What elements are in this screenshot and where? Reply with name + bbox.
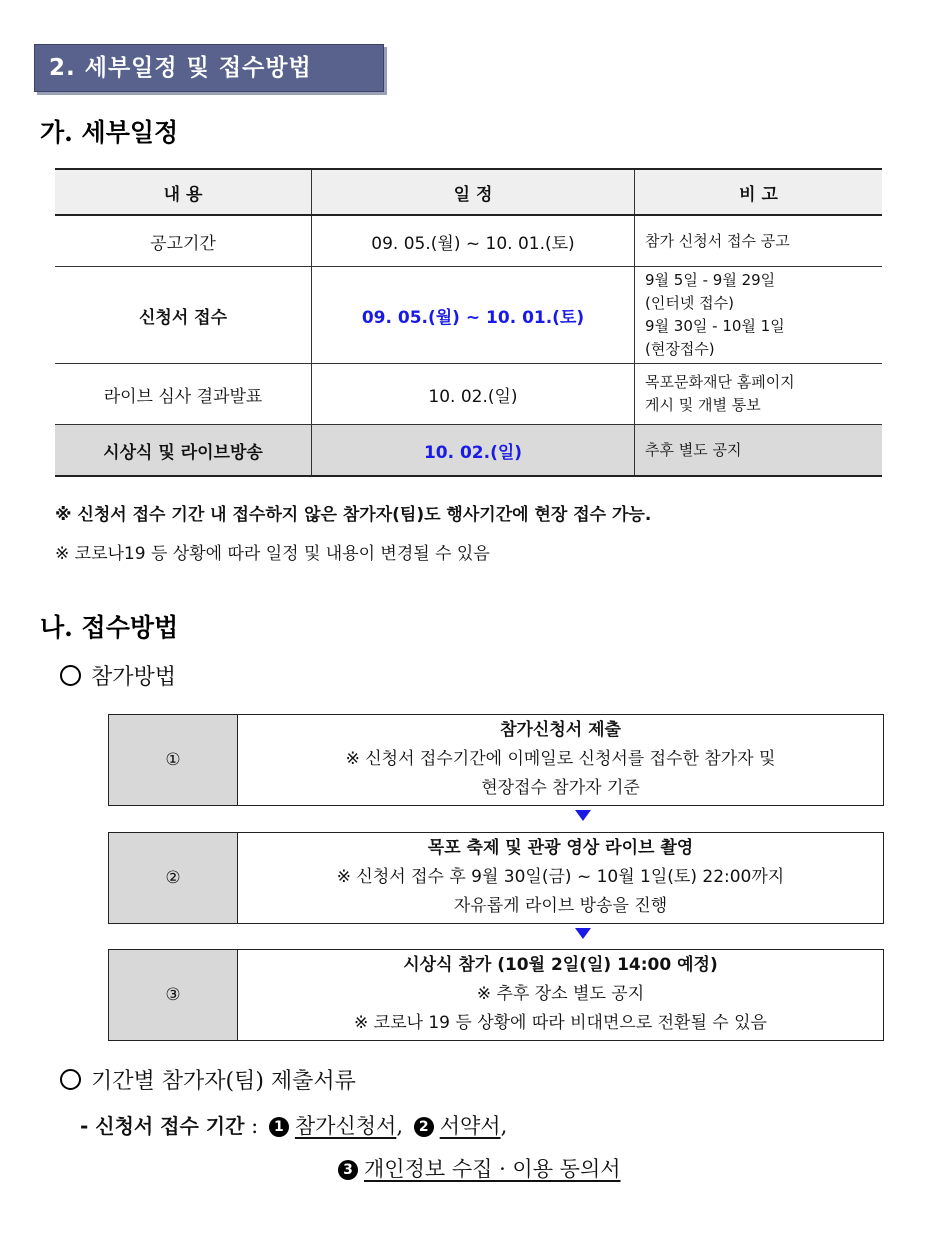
step-line: ※ 신청서 접수 후 9월 30일(금) ~ 10월 1일(토) 22:00까지 — [336, 867, 785, 887]
step-body — [238, 833, 883, 923]
label-separator: : — [251, 1114, 259, 1138]
note-cell — [635, 364, 883, 425]
participation-method-label: 참가방법 — [91, 665, 177, 690]
table-row — [55, 267, 882, 364]
date-cell: 09. 05.(월) ~ 10. 01.(토) — [312, 215, 635, 267]
column-header: 비 고 — [635, 169, 883, 215]
documents-item — [60, 1064, 356, 1095]
schedule-table — [55, 168, 882, 477]
date-cell: 10. 02.(일) — [312, 425, 635, 477]
item-cell: 라이브 심사 결과발표 — [55, 364, 312, 425]
table-header-row — [55, 169, 882, 215]
table-row — [55, 364, 882, 425]
item-cell: 신청서 접수 — [55, 267, 312, 364]
note-onsite: ※ 신청서 접수 기간 내 접수하지 않은 참가자(팀)도 행사기간에 현장 접수 가능. — [55, 505, 652, 525]
note-line: 9월 30일 - 10월 1일 — [645, 317, 785, 335]
down-arrow-icon — [575, 810, 591, 821]
documents-period-label: - 신청서 접수 기간 — [80, 1114, 245, 1138]
note-line: 추후 별도 공지 — [645, 440, 742, 459]
section-header-title: 2. 세부일정 및 접수방법 — [49, 55, 312, 81]
note-line: 참가 신청서 접수 공고 — [645, 231, 790, 250]
comma: , — [500, 1114, 508, 1138]
date-cell: 09. 05.(월) ~ 10. 01.(토) — [312, 267, 635, 364]
document-name: 참가신청서 — [294, 1114, 397, 1138]
hollow-circle-icon — [60, 665, 81, 686]
schedule-heading: 가. 세부일정 — [40, 118, 179, 147]
number-badge: 3 — [338, 1160, 358, 1180]
step-line: ※ 추후 장소 별도 공지 — [476, 984, 645, 1004]
column-header: 내 용 — [55, 169, 312, 215]
step-line: 자유롭게 라이브 방송을 진행 — [453, 896, 668, 916]
note-cell — [635, 215, 883, 267]
table-row — [55, 425, 882, 477]
flow-step — [108, 714, 884, 806]
step-line: ※ 코로나 19 등 상황에 따라 비대면으로 전환될 수 있음 — [354, 1013, 767, 1033]
method-heading: 나. 접수방법 — [40, 613, 179, 642]
step-body — [238, 950, 883, 1040]
number-badge: 1 — [269, 1117, 289, 1137]
step-title: 참가신청서 제출 — [500, 720, 621, 740]
table-row — [55, 215, 882, 267]
note-covid: ※ 코로나19 등 상황에 따라 일정 및 내용이 변경될 수 있음 — [55, 544, 490, 564]
note-line: 목포문화재단 홈페이지 — [645, 373, 795, 391]
column-header: 일 정 — [312, 169, 635, 215]
document-name: 개인정보 수집 · 이용 동의서 — [364, 1157, 621, 1181]
hollow-circle-icon — [60, 1069, 81, 1090]
note-line: 게시 및 개별 통보 — [645, 396, 761, 414]
step-number: ② — [109, 833, 238, 923]
step-line: ※ 신청서 접수기간에 이메일로 신청서를 접수한 참가자 및 — [345, 749, 776, 769]
documents-line-2 — [334, 1153, 621, 1183]
comma: , — [396, 1114, 404, 1138]
note-cell — [635, 267, 883, 364]
flow-step — [108, 949, 884, 1041]
documents-label: 기간별 참가자(팀) 제출서류 — [91, 1069, 356, 1094]
note-cell — [635, 425, 883, 477]
section-header — [34, 44, 384, 92]
document-name: 서약서 — [439, 1114, 501, 1138]
step-line: 현장접수 참가자 기준 — [481, 778, 640, 798]
step-number: ① — [109, 715, 238, 805]
date-cell: 10. 02.(일) — [312, 364, 635, 425]
step-title: 시상식 참가 (10월 2일(일) 14:00 예정) — [403, 955, 718, 975]
item-cell: 공고기간 — [55, 215, 312, 267]
step-body — [238, 715, 883, 805]
documents-line-1 — [80, 1110, 507, 1140]
down-arrow-icon — [575, 928, 591, 939]
participation-method-item — [60, 660, 176, 691]
note-line: (현장접수) — [645, 340, 715, 358]
number-badge: 2 — [414, 1117, 434, 1137]
step-number: ③ — [109, 950, 238, 1040]
note-line: 9월 5일 - 9월 29일 — [645, 271, 776, 289]
item-cell: 시상식 및 라이브방송 — [55, 425, 312, 477]
flow-step — [108, 832, 884, 924]
step-title: 목포 축제 및 관광 영상 라이브 촬영 — [427, 838, 694, 858]
note-line: (인터넷 접수) — [645, 294, 734, 312]
